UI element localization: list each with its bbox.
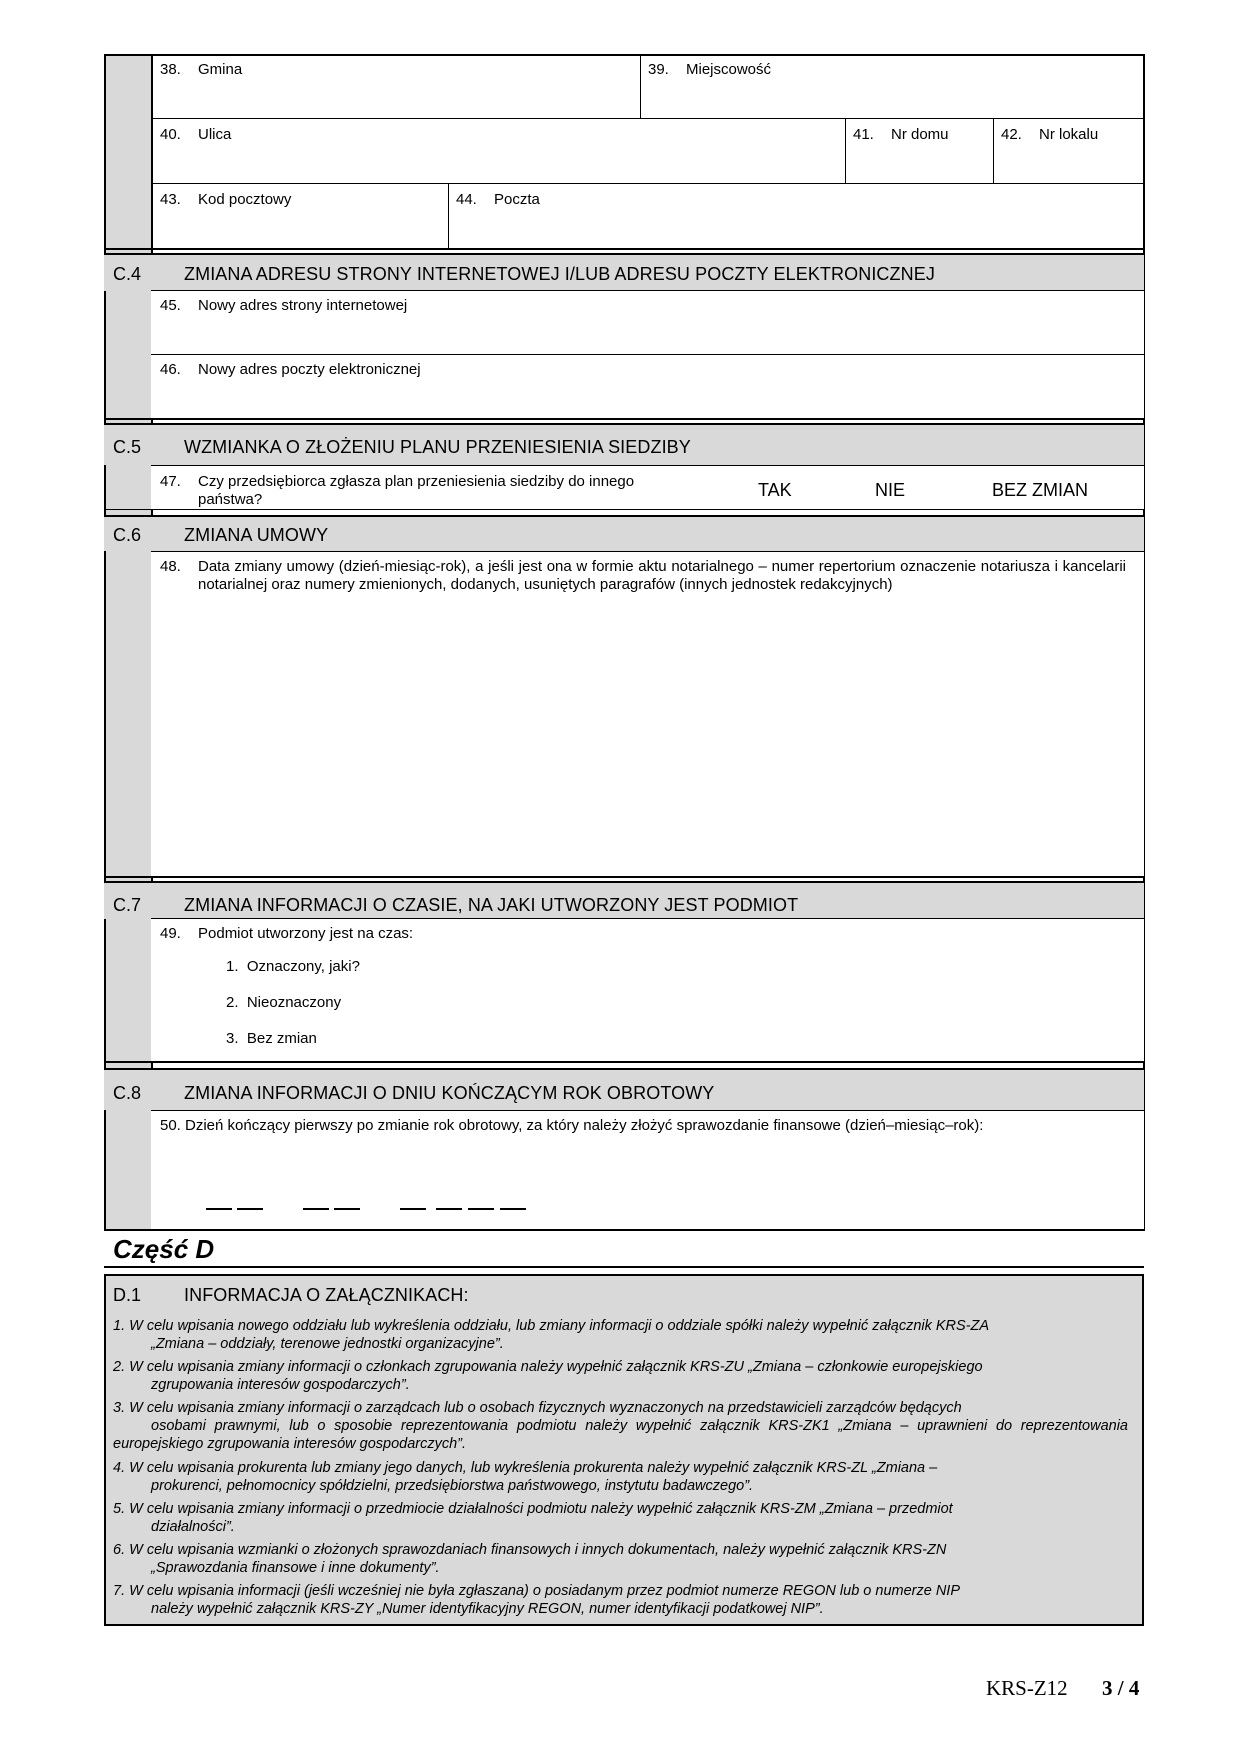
section-separator bbox=[104, 515, 1144, 517]
section-separator bbox=[104, 509, 1144, 510]
row-divider bbox=[151, 354, 1144, 355]
col-divider bbox=[993, 118, 994, 184]
section-separator bbox=[104, 1068, 1144, 1070]
date-year-4 bbox=[500, 1208, 526, 1210]
section-separator bbox=[104, 876, 1144, 878]
date-year-2 bbox=[436, 1208, 462, 1210]
field-50-dzien: 50. Dzień kończący pierwszy po zmianie rok obrotowy, za który należy złożyć sprawozdanie finansowe (dzień–miesiąc–rok): bbox=[160, 1117, 984, 1134]
field-44-poczta[interactable]: 44. Poczta bbox=[456, 191, 540, 208]
row-divider bbox=[151, 918, 1144, 919]
attachment-item-7: 7. W celu wpisania informacji (jeśli wcześniej nie była zgłaszana) o posiadanym przez podmiot numerze REGON lub o numerze NIP należy wypełnić załącznik KRS-ZY „Numer identyfikacyjny REGON, numer identyfikacji podatkowej NIP”. bbox=[113, 1583, 960, 1617]
section-separator bbox=[104, 881, 1144, 883]
field-49-czas: 49. Podmiot utworzony jest na czas: bbox=[160, 925, 414, 942]
field-43-kod-pocztowy[interactable]: 43. Kod pocztowy bbox=[160, 191, 292, 208]
c8-section-id: C.8 bbox=[113, 1083, 142, 1103]
attachment-item-6: 6. W celu wpisania wzmianki o złożonych sprawozdaniach finansowych i innych dokumentach, należy wypełnić załącznik KRS-ZN „Sprawozdania finansowe i inne dokumenty”. bbox=[113, 1542, 947, 1576]
field-42-nr-lokalu[interactable]: 42. Nr lokalu bbox=[1001, 126, 1099, 143]
c5-section-id: C.5 bbox=[113, 437, 142, 457]
c6-section-id: C.6 bbox=[113, 525, 142, 545]
c4-section-title: ZMIANA ADRESU STRONY INTERNETOWEJ I/LUB ADRESU POCZTY ELEKTRONICZNEJ bbox=[184, 264, 935, 284]
option-nieoznaczony[interactable]: 2. Nieoznaczony bbox=[226, 994, 342, 1011]
part-d-rule bbox=[104, 1266, 1144, 1268]
row-divider bbox=[151, 183, 1144, 184]
field-39-miejscowosc[interactable]: 39. Miejscowość bbox=[648, 61, 772, 78]
option-bez-zmian[interactable]: BEZ ZMIAN bbox=[992, 480, 1089, 500]
row-divider bbox=[151, 1110, 1144, 1111]
field-38-gmina[interactable]: 38. Gmina bbox=[160, 61, 243, 78]
section-separator bbox=[104, 1061, 1144, 1063]
c8-section-title: ZMIANA INFORMACJI O DNIU KOŃCZĄCYM ROK OBROTOWY bbox=[184, 1083, 715, 1103]
frame-bottom bbox=[104, 1229, 1144, 1231]
attachment-item-3: 3. W celu wpisania zmiany informacji o zarządcach lub o osobach fizycznych wyznaczonych na przedstawicieli zarządców będących osobami prawnymi, lub o sposobie reprezentowania podmiotu należy wypełnić załącznik KRS-ZK1 „Zmiana – uprawnieni do reprezentowania europejskiego zgrupowania interesów gospodarczych”. bbox=[113, 1400, 1128, 1452]
attachment-item-1: 1. W celu wpisania nowego oddziału lub wykreślenia oddziału, lub zmiany informacji o oddziale spółki należy wypełnić załącznik KRS-ZA „Zmiana – oddziały, terenowe jednostki organizacyjne”. bbox=[113, 1318, 990, 1352]
option-bez-zmian-czas[interactable]: 3. Bez zmian bbox=[226, 1030, 317, 1047]
c6-body bbox=[151, 551, 1144, 876]
col-divider bbox=[448, 183, 449, 249]
c5-section-title: WZMIANKA O ZŁOŻENIU PLANU PRZENIESIENIA SIEDZIBY bbox=[184, 437, 691, 457]
attachment-item-2: 2. W celu wpisania zmiany informacji o członkach zgrupowania należy wypełnić załącznik KRS-ZU „Zmiana – członkowie europejskiego zgrupowania interesów gospodarczych”. bbox=[113, 1359, 983, 1393]
row-divider bbox=[151, 465, 1144, 466]
col-divider bbox=[845, 118, 846, 184]
section-separator bbox=[104, 253, 1144, 255]
row-divider bbox=[151, 290, 1144, 291]
frame-top bbox=[104, 54, 1144, 56]
option-tak[interactable]: TAK bbox=[758, 480, 792, 500]
c6-section-title: ZMIANA UMOWY bbox=[184, 525, 329, 545]
date-day-2 bbox=[237, 1208, 263, 1210]
c7-section-id: C.7 bbox=[113, 895, 142, 915]
c4-section-id: C.4 bbox=[113, 264, 142, 284]
date-month-1 bbox=[303, 1208, 329, 1210]
section-separator bbox=[104, 248, 1144, 250]
d1-section-id: D.1 bbox=[113, 1285, 142, 1305]
footer-form-code: KRS-Z12 bbox=[986, 1676, 1068, 1700]
footer-page-number: 3 / 4 bbox=[1102, 1676, 1140, 1700]
row-divider bbox=[151, 551, 1144, 552]
section-separator bbox=[104, 423, 1144, 425]
option-nie[interactable]: NIE bbox=[875, 480, 906, 500]
field-46-email[interactable]: 46. Nowy adres poczty elektronicznej bbox=[160, 361, 421, 378]
date-day-1 bbox=[206, 1208, 232, 1210]
field-48-umowa[interactable]: 48. Data zmiany umowy (dzień-miesiąc-rok), a jeśli jest ona w formie aktu notarialnego – numer repertorium oznaczenie notariusza i kancelarii notarialnej oraz numery zmienionych, dodanych, usuniętych paragrafów (innych jednostek redakcyjnych) bbox=[160, 558, 1126, 593]
frame-left bbox=[104, 54, 106, 1231]
field-41-nr-domu[interactable]: 41. Nr domu bbox=[853, 126, 949, 143]
section-separator bbox=[104, 418, 1144, 420]
col-divider bbox=[640, 54, 641, 119]
date-year-1 bbox=[400, 1208, 426, 1210]
row-divider bbox=[151, 118, 1144, 119]
attachment-list bbox=[113, 1317, 1128, 1623]
attachment-item-4: 4. W celu wpisania prokurenta lub zmiany jego danych, lub wykreślenia prokurenta należy wypełnić załącznik KRS-ZL „Zmiana – prokurenci, pełnomocnicy spółdzielni, przedsiębiorstwa państwowego, instytutu badawczego”. bbox=[113, 1460, 938, 1494]
field-40-ulica[interactable]: 40. Ulica bbox=[160, 126, 232, 143]
c7-section-title: ZMIANA INFORMACJI O CZASIE, NA JAKI UTWORZONY JEST PODMIOT bbox=[184, 895, 799, 915]
attachment-item-5: 5. W celu wpisania zmiany informacji o przedmiocie działalności podmiotu należy wypełnić załącznik KRS-ZM „Zmiana – przedmiot działalności”. bbox=[113, 1501, 953, 1535]
option-oznaczony[interactable]: 1. Oznaczony, jaki? bbox=[226, 958, 360, 975]
d1-section-title: INFORMACJA O ZAŁĄCZNIKACH: bbox=[184, 1285, 469, 1305]
field-47-question: 47. Czy przedsiębiorca zgłasza plan przeniesienia siedziby do innego państwa? bbox=[160, 473, 635, 508]
date-month-2 bbox=[334, 1208, 360, 1210]
part-d-title: Część D bbox=[113, 1234, 215, 1264]
left-margin-column bbox=[104, 55, 152, 1230]
date-year-3 bbox=[468, 1208, 494, 1210]
field-45-www[interactable]: 45. Nowy adres strony internetowej bbox=[160, 297, 408, 314]
